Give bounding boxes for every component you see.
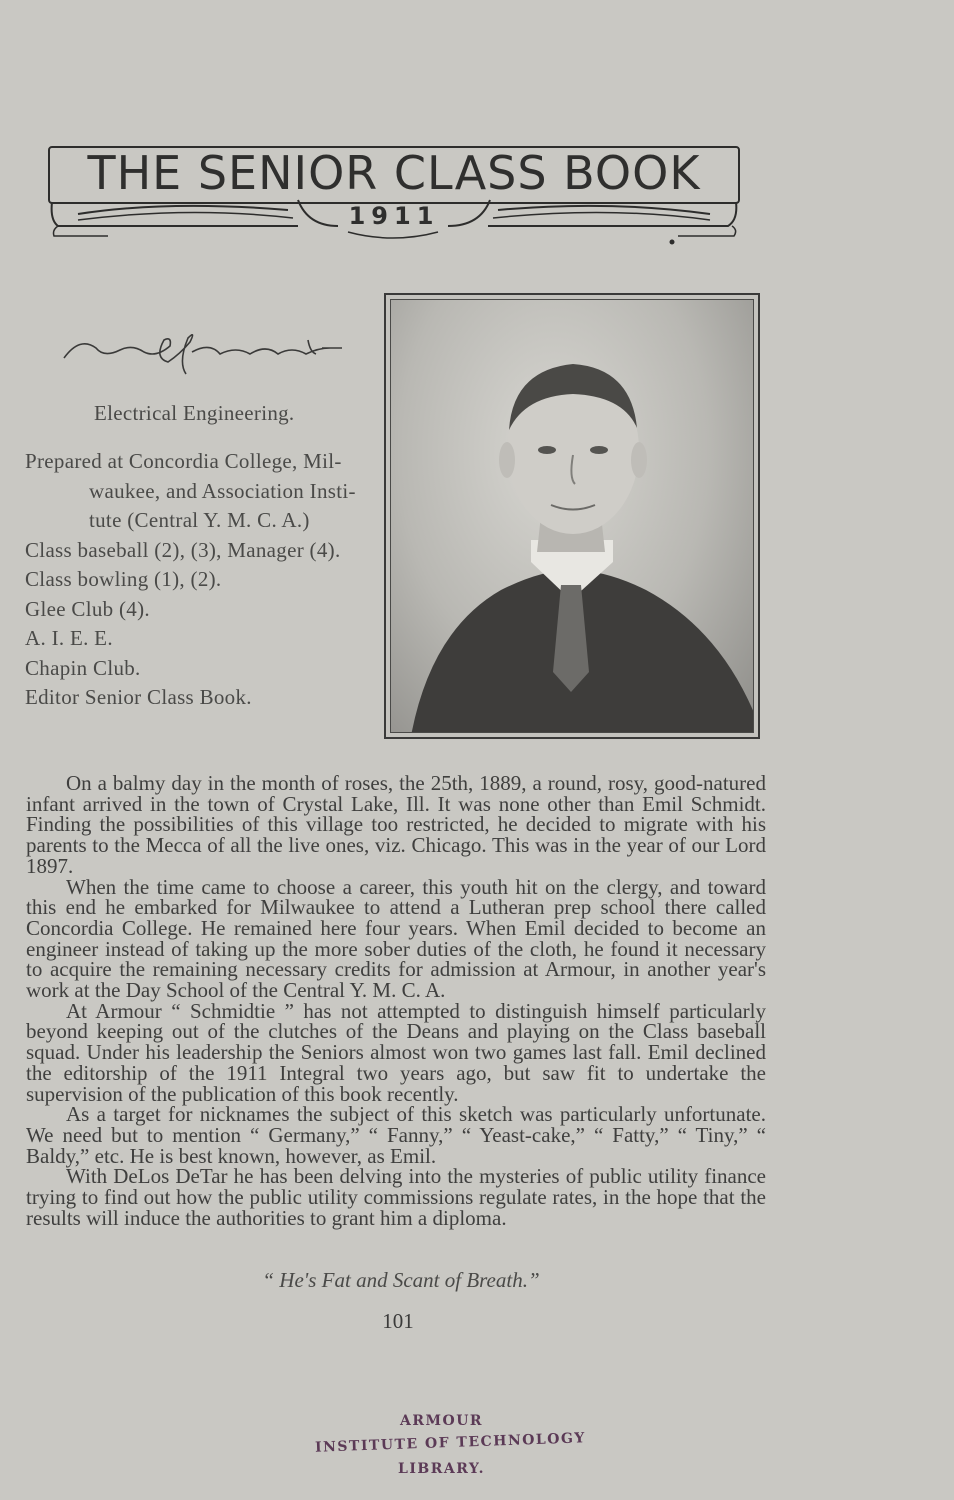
portrait-photo (384, 293, 760, 739)
banner-year: 1911 (348, 202, 440, 230)
signature (60, 318, 350, 378)
record-line: Class baseball (2), (3), Manager (4). (25, 537, 341, 562)
bio-paragraph: As a target for nicknames the subject of this sketch was particularly unfortunate. We need but to mention “ Germany,” “ Fanny,” “ Yeast-cake,” “ Fatty,” “ Tiny,” “ Baldy,” etc. He is best known, however, as Emil. (26, 1102, 766, 1168)
signature-flourish (60, 318, 350, 378)
record-line: Prepared at Concordia College, Mil- (25, 449, 342, 473)
bio-paragraph: At Armour “ Schmidtie ” has not attempted to distinguish himself particularly beyond keeping out of the clutches of the Deans and playing on the Class baseball squad. Under his leadership the Seniors almost won two games last fall. Emil declined the editorship of the 1911 Integral two years ago, but saw fit to undertake the supervision of the publication of this book recently. (26, 998, 766, 1106)
record-line: tute (Central Y. M. C. A.) (89, 508, 310, 532)
record-line: Editor Senior Class Book. (25, 685, 252, 709)
page-number (0, 1309, 954, 1334)
banner-title: THE SENIOR CLASS BOOK (87, 146, 701, 200)
page-number-text: 101 (382, 1309, 414, 1333)
portrait-image (390, 299, 754, 733)
activity-record (25, 447, 380, 713)
course: Electrical Engineering. (94, 401, 295, 425)
portrait-figure (391, 300, 754, 733)
record-line: Glee Club (4). (25, 596, 150, 621)
motto (0, 1268, 954, 1293)
motto-text: “ He's Fat and Scant of Breath.” (262, 1268, 540, 1292)
bio-paragraph: With DeLos DeTar he has been delving into the mysteries of public utility finance trying to find out how the public utility commissions regulate rates, in the hope that the results will induce the authorities to grant him a diploma. (26, 1164, 766, 1230)
record-line: Class bowling (1), (2). (25, 567, 222, 591)
header-banner (48, 140, 740, 252)
stamp-line: LIBRARY. (398, 1461, 485, 1477)
record-line: A. I. E. E. (25, 626, 113, 650)
stamp-line: ARMOUR (400, 1413, 484, 1429)
bio-paragraph: When the time came to choose a career, this youth hit on the clergy, and toward this end he embarked for Milwaukee to attend a Lutheran prep school there called Concordia College. He remained here four years. When Emil decided to become an engineer instead of taking up the more sober duties of the cloth, he found it necessary to acquire the remaining necessary credits for admission at Armour, in another year's work at the Day School of the Central Y. M. C. A. (26, 874, 766, 1003)
stamp-line: INSTITUTE OF TECHNOLOGY (314, 1430, 587, 1456)
bio-paragraph: On a balmy day in the month of roses, the 25th, 1889, a round, rosy, good-natured infant arrived in the town of Crystal Lake, Ill. It was none other than Emil Schmidt. Finding the possibilities of this village too restricted, he decided to migrate with his parents to the Mecca of all the live ones, viz. Chicago. This was in the year of our Lord 1897. (26, 771, 766, 878)
record-line: Chapin Club. (25, 655, 141, 680)
record-line: waukee, and Association Insti- (89, 478, 356, 503)
biography (26, 773, 766, 1228)
